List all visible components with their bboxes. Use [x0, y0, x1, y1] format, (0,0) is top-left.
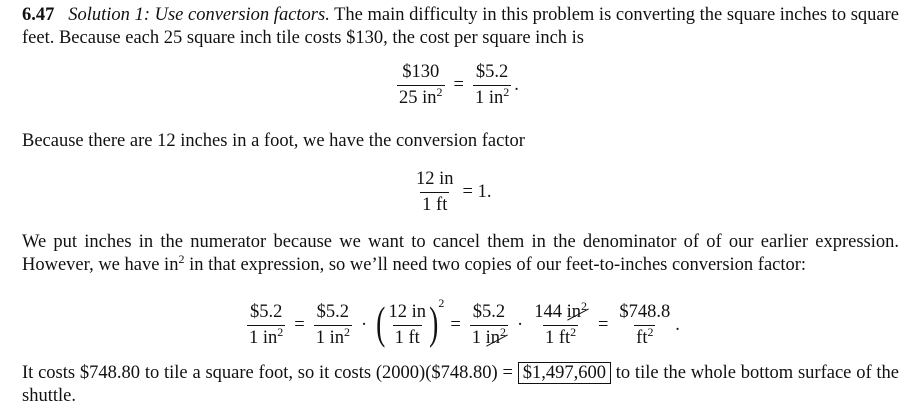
equals-one: = 1. [462, 182, 492, 202]
numerator: $5.2 [249, 302, 283, 322]
equation-cost-per-square-inch [394, 62, 519, 109]
right-paren: ) [429, 296, 439, 348]
denominator: 1 ft [420, 192, 449, 216]
equals-sign: = [597, 315, 609, 335]
unit-text: in [566, 302, 581, 322]
explanation-paragraph [22, 231, 899, 277]
exponent: 2 [178, 252, 185, 266]
final-answer-box: $1,497,600 [518, 362, 611, 384]
unit-text: in [485, 328, 501, 348]
explanation-text: We put inches in the numerator because we want to cancel them in the denominator of of our earlier expression. However, we have in [22, 232, 899, 275]
equation-conversion-factor [411, 169, 491, 216]
denominator [543, 325, 578, 349]
denominator [314, 325, 352, 349]
exponent: 2 [436, 85, 443, 99]
denominator: 1 ft [393, 325, 422, 349]
numerator: $5.2 [316, 302, 350, 322]
intro-text: The main difficulty in this problem is converting the square inches to square feet. Because each 25 square inch tile costs $130, the cost per square inch is [22, 5, 899, 48]
fraction [247, 302, 285, 349]
denominator [634, 325, 655, 349]
left-paren: ( [376, 296, 386, 348]
period: . [514, 75, 519, 95]
numerator: 12 in [388, 302, 426, 322]
fraction [386, 302, 428, 349]
power: 2 [438, 296, 445, 310]
denominator-text: 1 in [315, 328, 344, 348]
denominator-text: 1 in [474, 88, 504, 108]
numerator-text: 144 [534, 302, 567, 322]
solution-label: Solution 1: Use conversion factors. [68, 5, 330, 25]
fraction [470, 302, 508, 349]
denominator-text: ft [636, 328, 648, 348]
fraction [473, 62, 511, 109]
denominator-text: 25 in [399, 88, 437, 108]
numerator: $5.2 [475, 62, 509, 82]
denominator-text: 1 [471, 328, 486, 348]
denominator [473, 85, 511, 109]
exponent: 2 [343, 325, 350, 339]
numerator: $748.8 [619, 302, 671, 322]
exponent: 2 [503, 85, 510, 99]
denominator-text: 1 in [249, 328, 278, 348]
problem-paragraph [22, 4, 899, 50]
exponent: 2 [580, 299, 587, 313]
cancelled-unit [485, 325, 507, 349]
denominator [397, 85, 445, 109]
fraction [314, 302, 352, 349]
conversion-intro-text: Because there are 12 inches in a foot, we have the conversion factor [22, 131, 525, 151]
equation-cost-per-square-foot [244, 296, 680, 349]
fraction [414, 169, 456, 216]
numerator: $5.2 [472, 302, 506, 322]
numerator [532, 299, 589, 325]
numerator: $130 [402, 62, 440, 82]
problem-number: 6.47 [22, 5, 55, 25]
explanation-text-continued: in that expression, so we’ll need two copies of our feet-to-inches conversion factor: [184, 255, 807, 275]
equals-sign: = [450, 315, 461, 335]
exponent: 2 [570, 325, 577, 339]
equals-sign: = [294, 315, 305, 335]
denominator-text: 1 ft [544, 328, 571, 348]
denominator [247, 325, 285, 349]
multiply-dot: · [360, 315, 368, 335]
conclusion-text-continued: to tile the whole bottom surface of the shuttle. [22, 363, 899, 406]
conclusion-text: It costs $748.80 to tile a square foot, so it costs (2000)($748.80) = [22, 363, 518, 383]
cancelled-unit [566, 299, 587, 323]
equals-sign: = [453, 75, 464, 95]
exponent: 2 [647, 325, 654, 339]
fraction [617, 302, 672, 349]
exponent: 2 [277, 325, 284, 339]
fraction [397, 62, 445, 109]
exponent: 2 [500, 325, 507, 339]
denominator [470, 325, 508, 349]
numerator: 12 in [416, 169, 454, 189]
multiply-dot: · [517, 315, 524, 335]
period: . [675, 315, 680, 335]
conclusion-paragraph [22, 362, 899, 408]
fraction [532, 299, 589, 349]
